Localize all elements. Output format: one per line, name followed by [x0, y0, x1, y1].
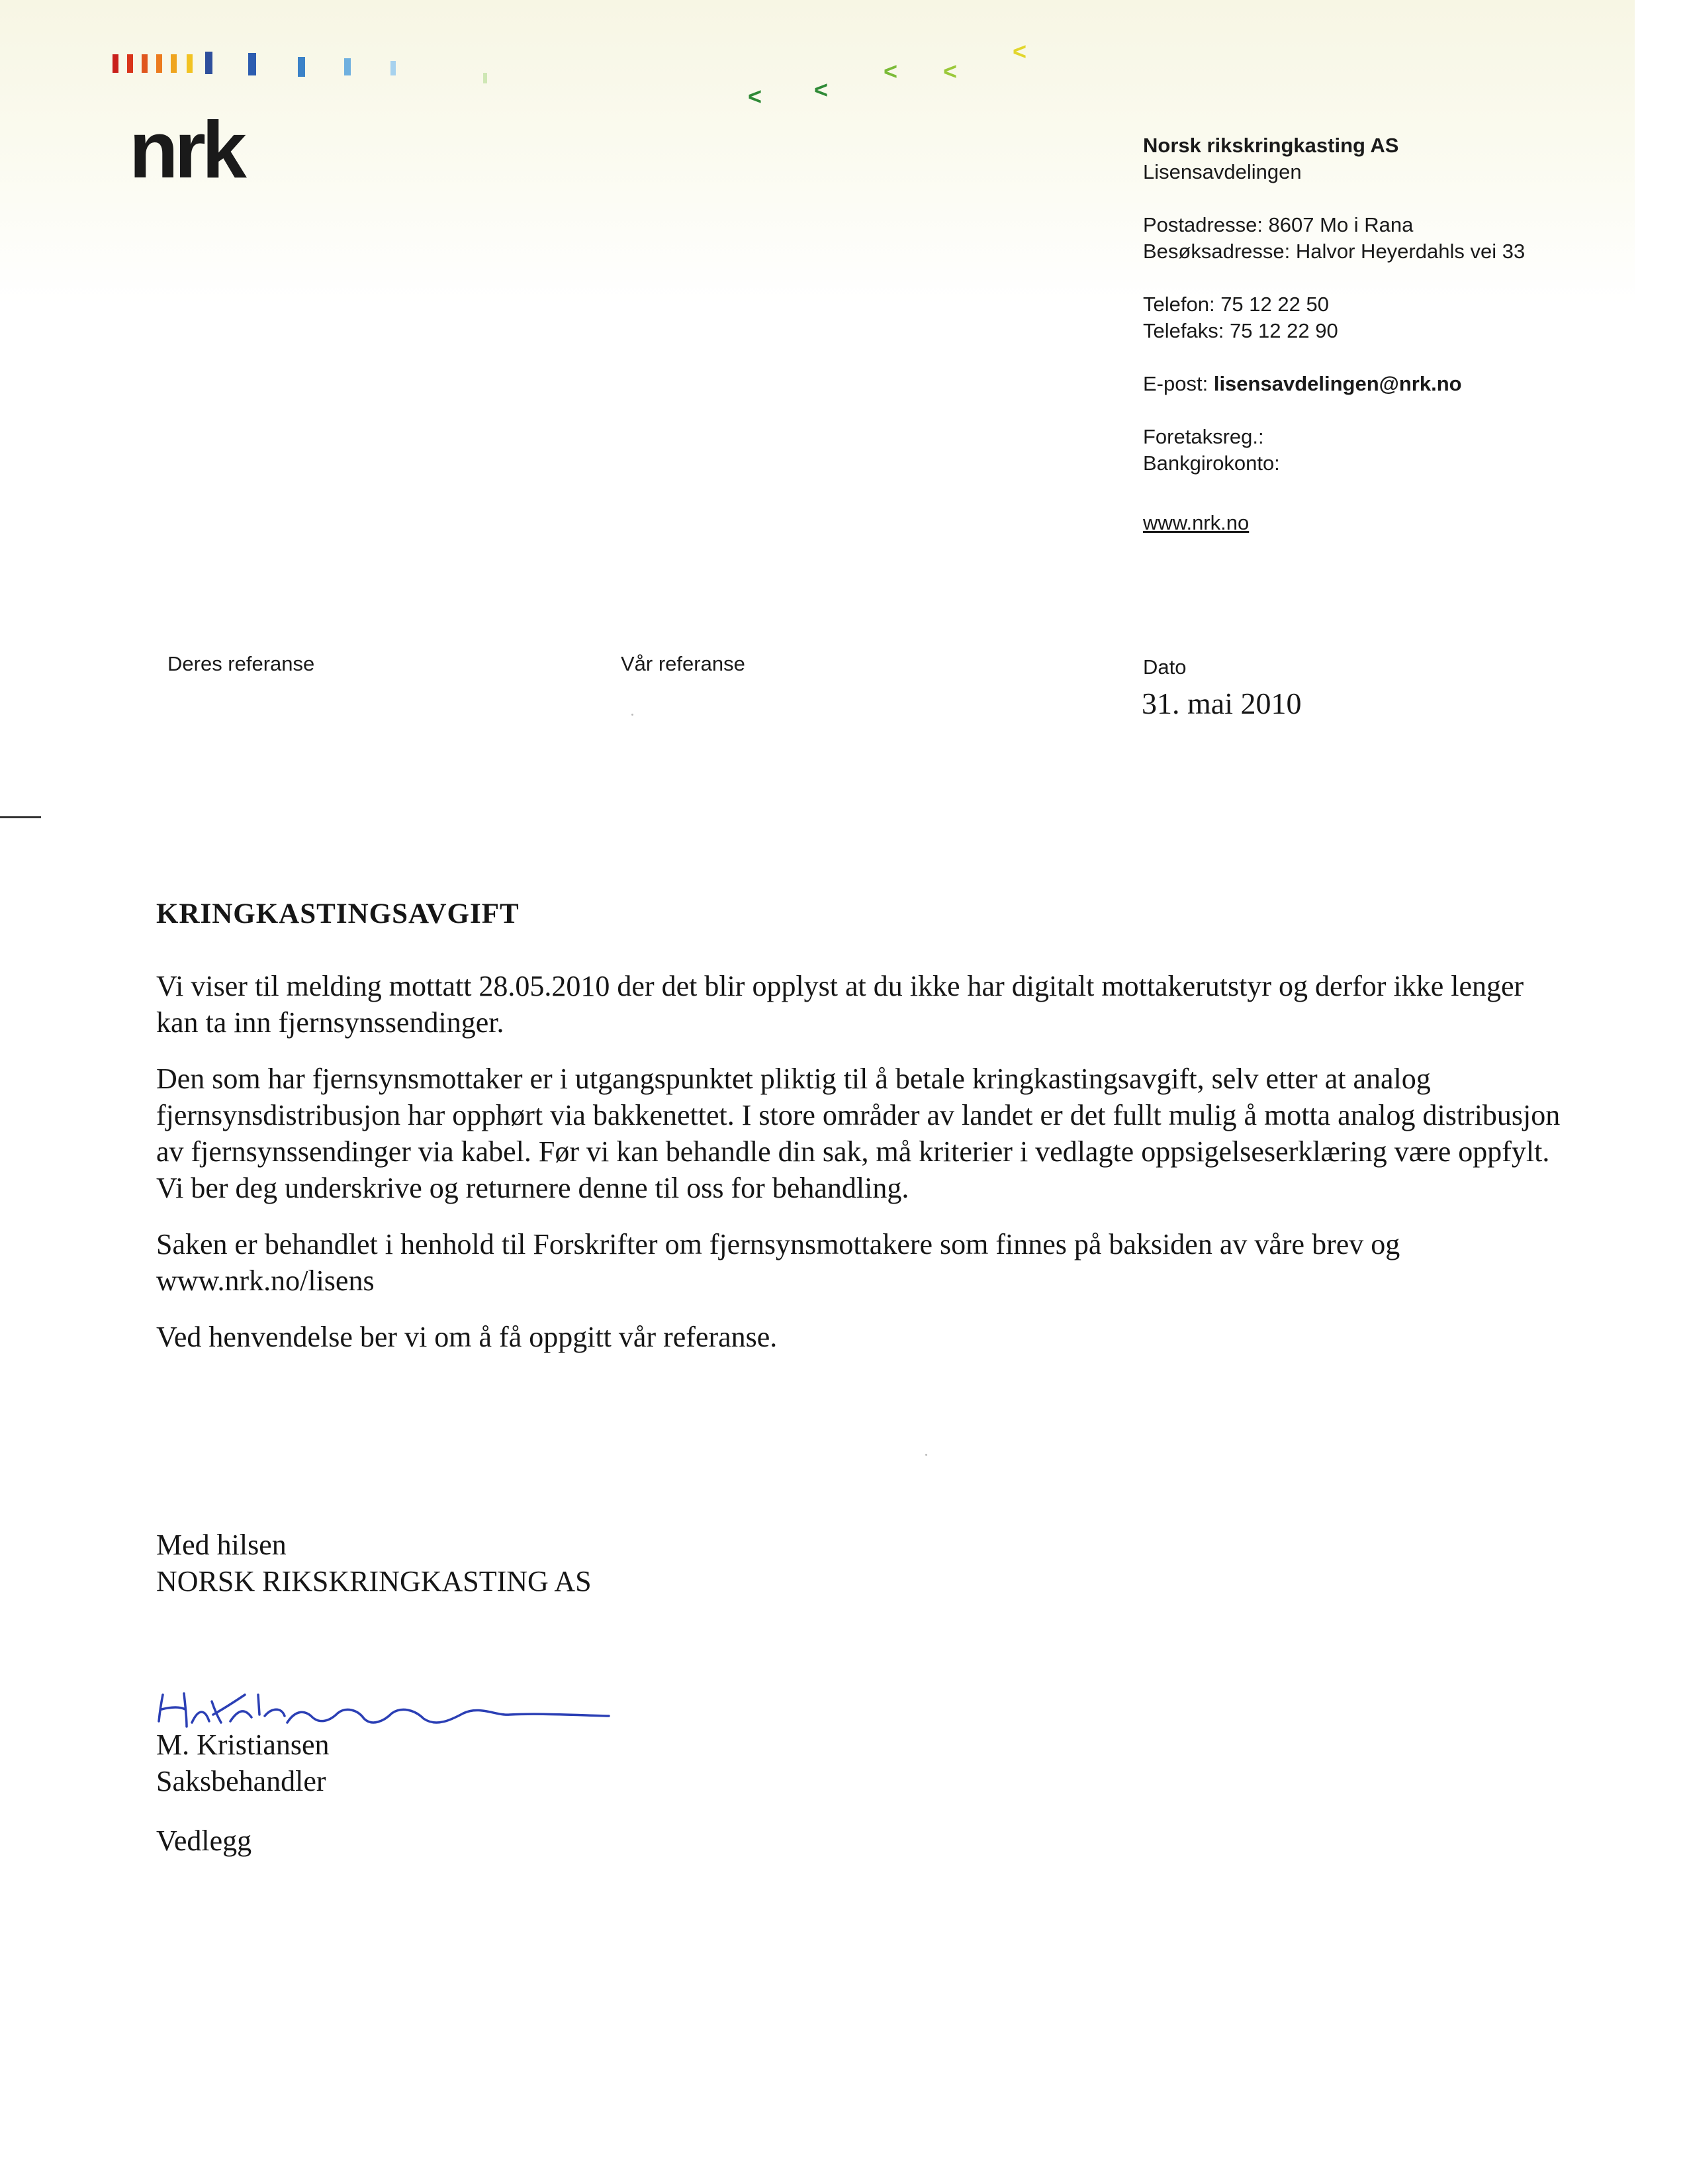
sender-org-name: Norsk rikskringkasting AS — [1143, 134, 1399, 157]
deco-stripe — [344, 58, 351, 75]
closing-block — [156, 1527, 592, 1599]
postal-address: Postadresse: 8607 Mo i Rana — [1143, 213, 1414, 236]
bank-account-label: Bankgirokonto: — [1143, 451, 1280, 475]
deco-chevron: < — [943, 58, 958, 85]
letter-body — [156, 968, 1573, 1375]
deco-chevron: < — [748, 83, 762, 110]
deco-stripe — [142, 54, 148, 73]
business-reg-label: Foretaksreg.: — [1143, 425, 1264, 448]
date-label: Dato — [1143, 655, 1187, 679]
scan-speck — [925, 1454, 927, 1456]
body-paragraph: Ved henvendelse ber vi om å få oppgitt vår referanse. — [156, 1321, 778, 1353]
body-paragraph: Den som har fjernsynsmottaker er i utgangspunktet pliktig til å betale kringkastingsavgift, selv etter at analog fjernsynsdistribusjon har opphørt via bakkenettet. I store områder av landet er det fullt mulig å motta analog distribusjon av fjernsynssendinger via kabel. Før vi kan behandle din sak, må kriterier i vedlagte oppsigelseserklæring være oppfylt. Vi ber deg underskrive og returnere denne til oss for behandling. — [156, 1063, 1561, 1204]
deco-stripe — [298, 57, 305, 77]
signer-title: Saksbehandler — [156, 1765, 326, 1797]
body-paragraph: Saken er behandlet i henhold til Forskrifter om fjernsynsmottakere som finnes på baksiden av våre brev og www.nrk.no/lisens — [156, 1228, 1400, 1297]
greeting: Med hilsen — [156, 1529, 287, 1561]
svg-text:nrk: nrk — [129, 119, 243, 185]
fold-mark — [0, 816, 41, 818]
phone-number: Telefon: 75 12 22 50 — [1143, 293, 1329, 316]
your-reference-label: Deres referanse — [167, 652, 315, 675]
deco-stripe — [171, 54, 177, 73]
deco-stripe — [113, 54, 118, 73]
visiting-address: Besøksadresse: Halvor Heyerdahls vei 33 — [1143, 240, 1526, 263]
company-signoff: NORSK RIKSKRINGKASTING AS — [156, 1565, 592, 1597]
scan-speck — [631, 714, 633, 716]
email-link[interactable]: lisensavdelingen@nrk.no — [1213, 372, 1462, 395]
body-paragraph: Vi viser til melding mottatt 28.05.2010 der det blir opplyst at du ikke har digitalt mottakerutstyr og derfor ikke lenger kan ta inn fjernsynssendinger. — [156, 970, 1524, 1039]
deco-chevron: < — [1013, 38, 1027, 65]
deco-stripe — [127, 54, 133, 73]
sender-block — [1143, 132, 1659, 536]
signer-block — [156, 1727, 330, 1799]
email-label: E-post: — [1143, 372, 1214, 395]
deco-chevron: < — [814, 76, 829, 103]
nrk-logo — [129, 119, 295, 185]
signer-name: M. Kristiansen — [156, 1729, 330, 1761]
deco-stripe — [483, 73, 487, 83]
deco-stripe — [248, 53, 256, 75]
letter-date: 31. mai 2010 — [1142, 687, 1302, 720]
deco-chevron: < — [884, 58, 898, 85]
deco-stripe — [187, 54, 193, 73]
sender-department: Lisensavdelingen — [1143, 160, 1302, 183]
website-link[interactable]: www.nrk.no — [1143, 511, 1250, 534]
deco-stripe — [205, 52, 212, 74]
letterhead-decoration — [106, 26, 1066, 126]
letter-subject: KRINGKASTINGSAVGIFT — [156, 898, 520, 929]
deco-stripe — [156, 54, 162, 73]
enclosure-note: Vedlegg — [156, 1825, 252, 1857]
our-reference-label: Vår referanse — [621, 652, 745, 675]
fax-number: Telefaks: 75 12 22 90 — [1143, 319, 1338, 342]
deco-stripe — [390, 61, 396, 75]
